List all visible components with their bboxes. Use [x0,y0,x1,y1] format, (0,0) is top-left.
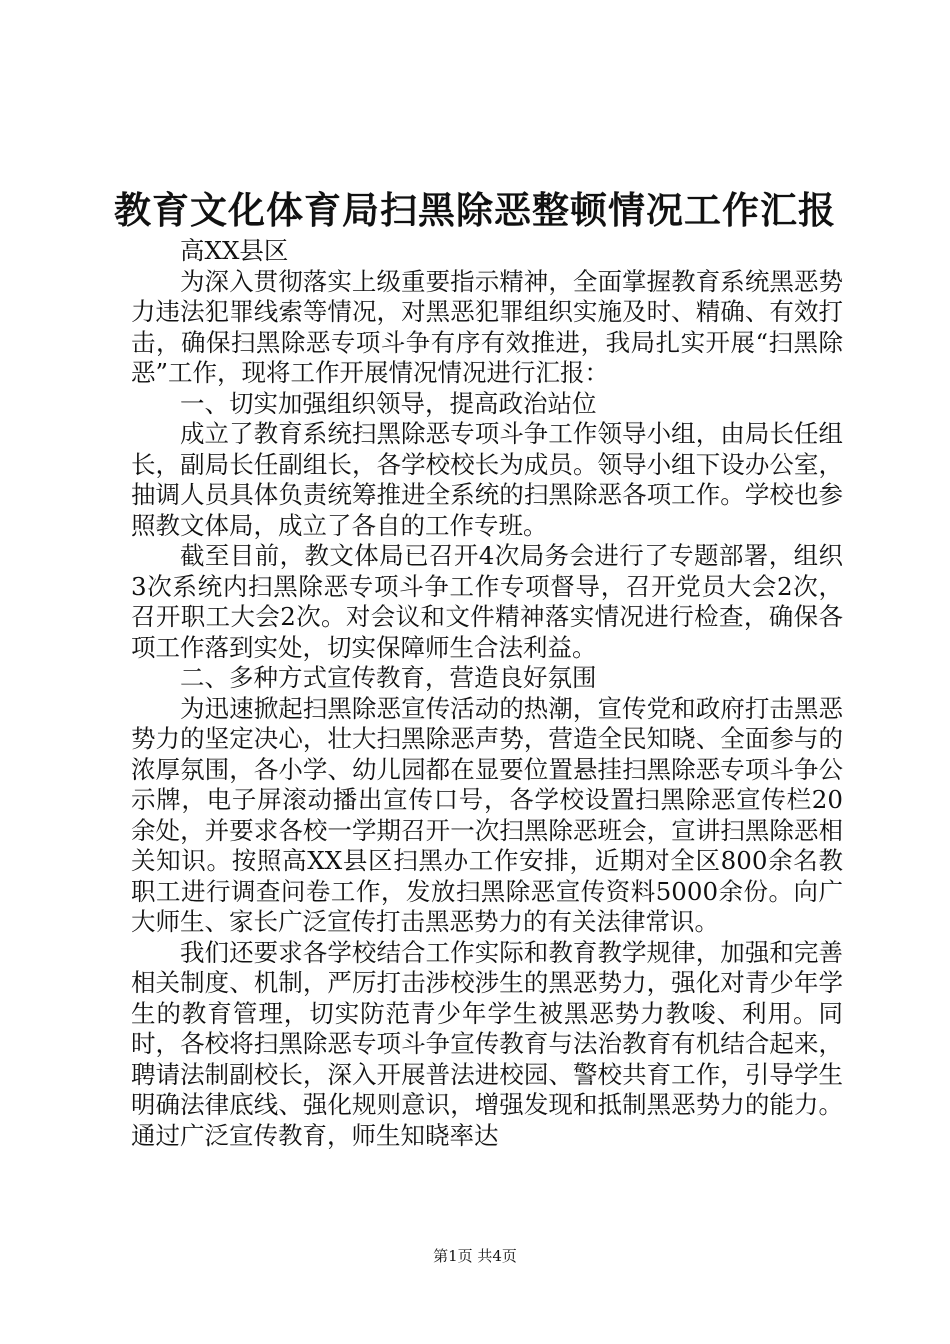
author-line: 高XX县区 [180,236,289,265]
paragraph-organization: 成立了教育系统扫黑除恶专项斗争工作领导小组，由局长任组长，副局长任副组长，各学校校长为成员。领导小组下设办公室，抽调人员具体负责统筹推进全系统的扫黑除恶各项工作。学校也参照教文体局，成立了各自的工作专班。 [131,419,843,540]
paragraph-intro: 为深入贯彻落实上级重要指示精神，全面掌握教育系统黑恶势力违法犯罪线索等情况，对黑恶犯罪组织实施及时、精确、有效打击，确保扫黑除恶专项斗争有序有效推进，我局扎实开展“扫黑除恶”工作，现将工作开展情况情况进行汇报： [131,266,843,387]
paragraph-publicity: 为迅速掀起扫黑除恶宣传活动的热潮，宣传党和政府打击黑恶势力的坚定决心，壮大扫黑除恶声势，营造全民知晓、全面参与的浓厚氛围，各小学、幼儿园都在显要位置悬挂扫黑除恶专项斗争公示牌，电子屏滚动播出宣传口号，各学校设置扫黑除恶宣传栏20余处，并要求各校一学期召开一次扫黑除恶班会，宣讲扫黑除恶相关知识。按照高XX县区扫黑办工作安排，近期对全区800余名教职工进行调查问卷工作，发放扫黑除恶宣传资料5000余份。向广大师生、家长广泛宣传打击黑恶势力的有关法律常识。 [131,693,843,936]
paragraph-requirements: 我们还要求各学校结合工作实际和教育教学规律，加强和完善相关制度、机制，严厉打击涉校涉生的黑恶势力，强化对青少年学生的教育管理，切实防范青少年学生被黑恶势力教唆、利用。同时，各校将扫黑除恶专项斗争宣传教育与法治教育有机结合起来，聘请法制副校长，深入开展普法进校园、警校共育工作，引导学生明确法律底线、强化规则意识，增强发现和抵制黑恶势力的能力。通过广泛宣传教育，师生知晓率达 [131,937,843,1150]
paragraph-meetings: 截至目前，教文体局已召开4次局务会进行了专题部署，组织3次系统内扫黑除恶专项斗争工作专项督导，召开党员大会2次，召开职工大会2次。对会议和文件精神落实情况进行检查，确保各项工作落到实处，切实保障师生合法利益。 [131,541,843,662]
document-body [131,236,843,1151]
document-title: 教育文化体育局扫黑除恶整顿情况工作汇报 [114,188,836,232]
section-heading-2: 二、多种方式宣传教育，营造良好氛围 [180,663,597,692]
page-number-footer: 第1页 共4页 [433,1247,517,1265]
section-heading-1: 一、切实加强组织领导，提高政治站位 [180,388,597,418]
